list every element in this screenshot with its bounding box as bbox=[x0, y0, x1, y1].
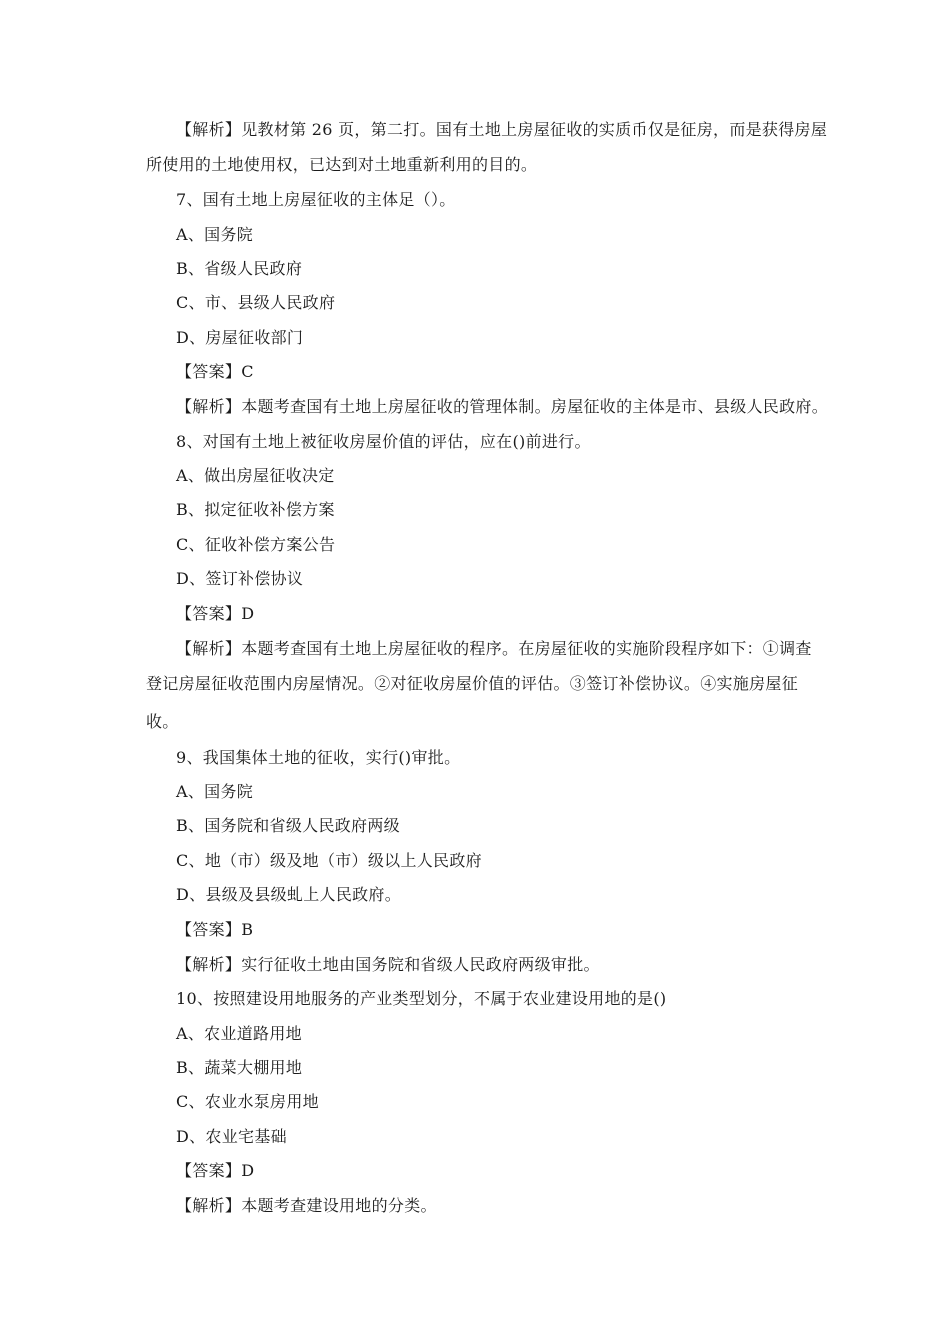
q8-question: 8、对国有土地上被征收房屋价值的评估，应在()前进行。 bbox=[176, 432, 591, 451]
q10-analysis: 【解析】本题考查建设用地的分类。 bbox=[176, 1196, 437, 1215]
q7-analysis: 【解析】本题考查国有土地上房屋征收的管理体制。房屋征收的主体是市、县级人民政府。 bbox=[176, 397, 829, 416]
q8-answer: 【答案】D bbox=[176, 604, 255, 623]
q10-question: 10、按照建设用地服务的产业类型划分，不属于农业建设用地的是() bbox=[176, 989, 667, 1008]
q8-option-d: D、签订补偿协议 bbox=[176, 569, 304, 588]
q10-answer: 【答案】D bbox=[176, 1161, 255, 1180]
q9-analysis: 【解析】实行征收土地由国务院和省级人民政府两级审批。 bbox=[176, 955, 600, 974]
q7-option-a: A、国务院 bbox=[176, 225, 254, 244]
q9-option-d: D、县级及县级虬上人民政府。 bbox=[176, 885, 402, 904]
q10-option-a: A、农业道路用地 bbox=[176, 1024, 302, 1043]
q8-option-a: A、做出房屋征收决定 bbox=[176, 466, 335, 485]
q7-option-d: D、房屋征收部门 bbox=[176, 328, 304, 347]
q7-option-b: B、省级人民政府 bbox=[176, 259, 303, 278]
q9-option-c: C、地（市）级及地（市）级以上人民政府 bbox=[176, 851, 482, 870]
q8-analysis-line-3: 收。 bbox=[146, 712, 179, 731]
q9-answer: 【答案】B bbox=[176, 920, 254, 939]
q6-analysis-line-2: 所使用的土地使用权，已达到对土地重新利用的目的。 bbox=[146, 155, 538, 174]
q10-option-c: C、农业水泵房用地 bbox=[176, 1092, 319, 1111]
q6-analysis-line-1: 【解析】见教材第 26 页，第二打。国有土地上房屋征收的实质币仅是征房，而是获得房屋 bbox=[176, 120, 828, 139]
q7-answer: 【答案】C bbox=[176, 362, 254, 381]
q9-option-b: B、国务院和省级人民政府两级 bbox=[176, 816, 400, 835]
q9-option-a: A、国务院 bbox=[176, 782, 254, 801]
q9-question: 9、我国集体土地的征收，实行()审批。 bbox=[176, 748, 461, 767]
q10-option-d: D、农业宅基础 bbox=[176, 1127, 287, 1146]
q8-analysis-line-2: 登记房屋征收范围内房屋情况。②对征收房屋价值的评估。③签订补偿协议。④实施房屋征 bbox=[146, 674, 799, 693]
q7-option-c: C、市、县级人民政府 bbox=[176, 293, 336, 312]
q7-question: 7、国有土地上房屋征收的主体足（）。 bbox=[176, 190, 456, 209]
q10-option-b: B、蔬菜大棚用地 bbox=[176, 1058, 303, 1077]
q8-option-b: B、拟定征收补偿方案 bbox=[176, 500, 335, 519]
q8-option-c: C、征收补偿方案公告 bbox=[176, 535, 336, 554]
q8-analysis-line-1: 【解析】本题考查国有土地上房屋征收的程序。在房屋征收的实施阶段程序如下：①调查 bbox=[176, 639, 812, 658]
